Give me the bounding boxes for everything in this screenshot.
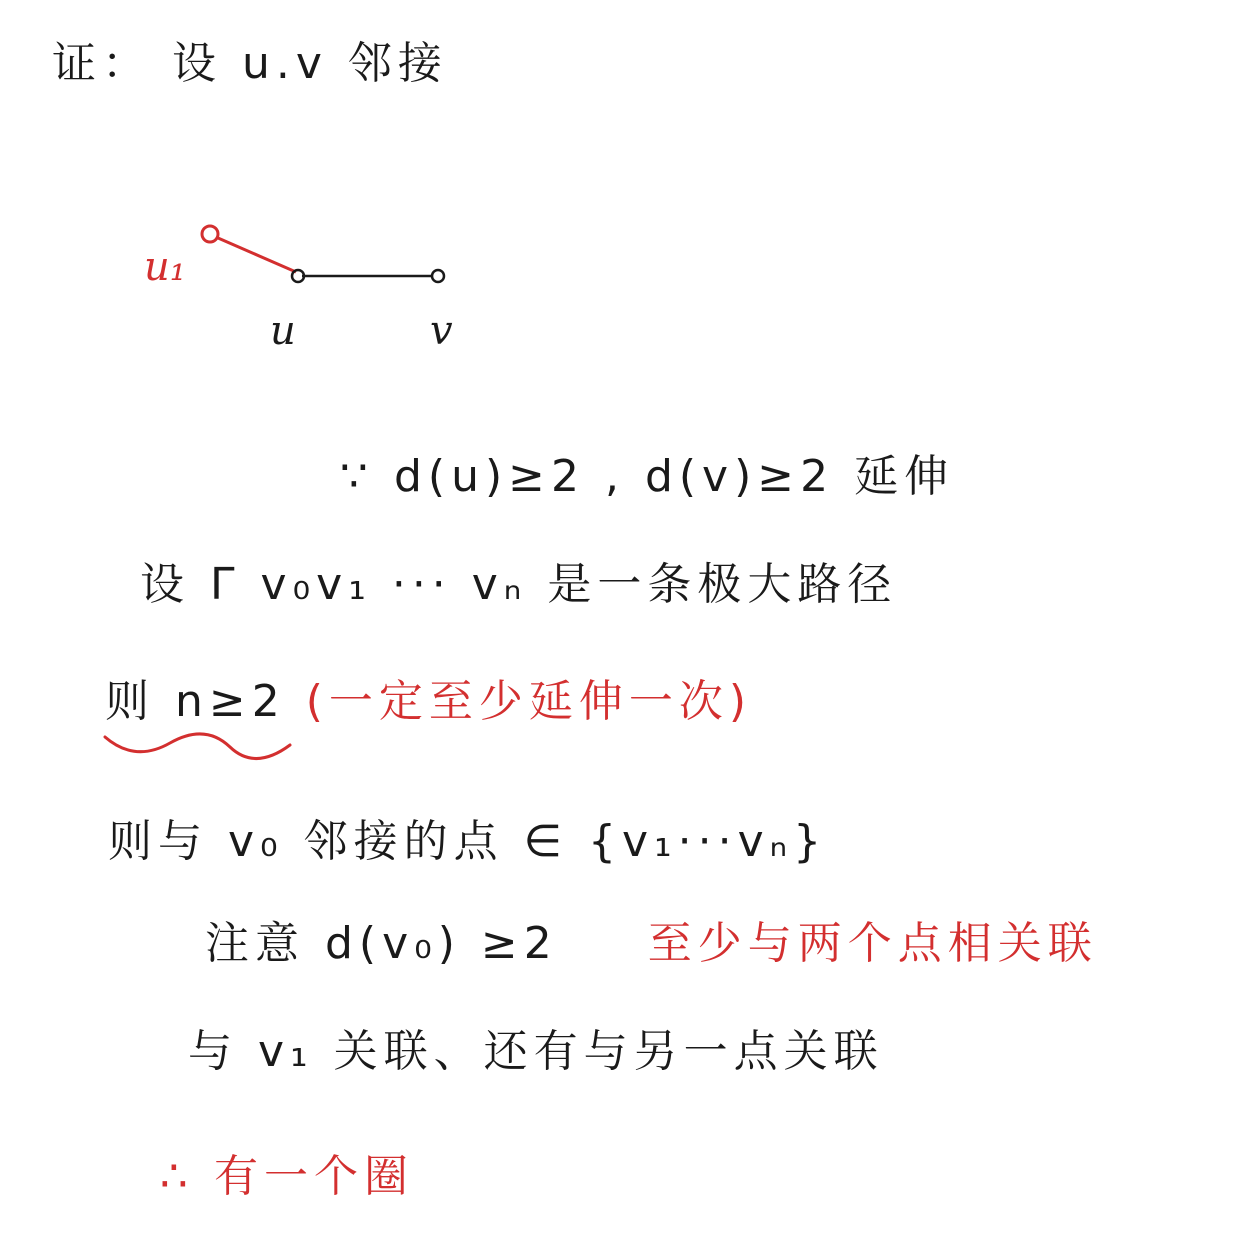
wavy-underline: [100, 725, 300, 765]
proof-title: 证： 设 u.v 邻接: [52, 38, 448, 89]
note-line: [205, 918, 1098, 969]
n-claim: 则 n≥2: [105, 676, 286, 727]
edge-u1-u: [218, 238, 296, 272]
n-note: (一定至少延伸一次): [305, 676, 753, 727]
note-red-text: 至少与两个点相关联: [647, 918, 1098, 969]
v1-line: 与 v₁ 关联、还有与另一点关联: [188, 1026, 884, 1077]
n-line: [105, 676, 753, 727]
vertex-v: [432, 270, 444, 282]
label-u1: u₁: [144, 244, 186, 290]
label-u: u: [270, 308, 296, 354]
path-line: 设 Γ v₀v₁ ··· vₙ 是一条极大路径: [140, 559, 898, 610]
degree-line: ∵ d(u)≥2 , d(v)≥2 延伸: [340, 451, 955, 502]
note-text: 注意 d(v₀) ≥2: [205, 918, 558, 969]
graph-diagram: [130, 210, 490, 360]
adjacent-line: 则与 v₀ 邻接的点 ∈ {v₁···vₙ}: [108, 816, 828, 867]
vertex-u1: [202, 226, 218, 242]
conclusion: ∴ 有一个圈: [160, 1151, 414, 1202]
label-v: v: [430, 308, 453, 354]
